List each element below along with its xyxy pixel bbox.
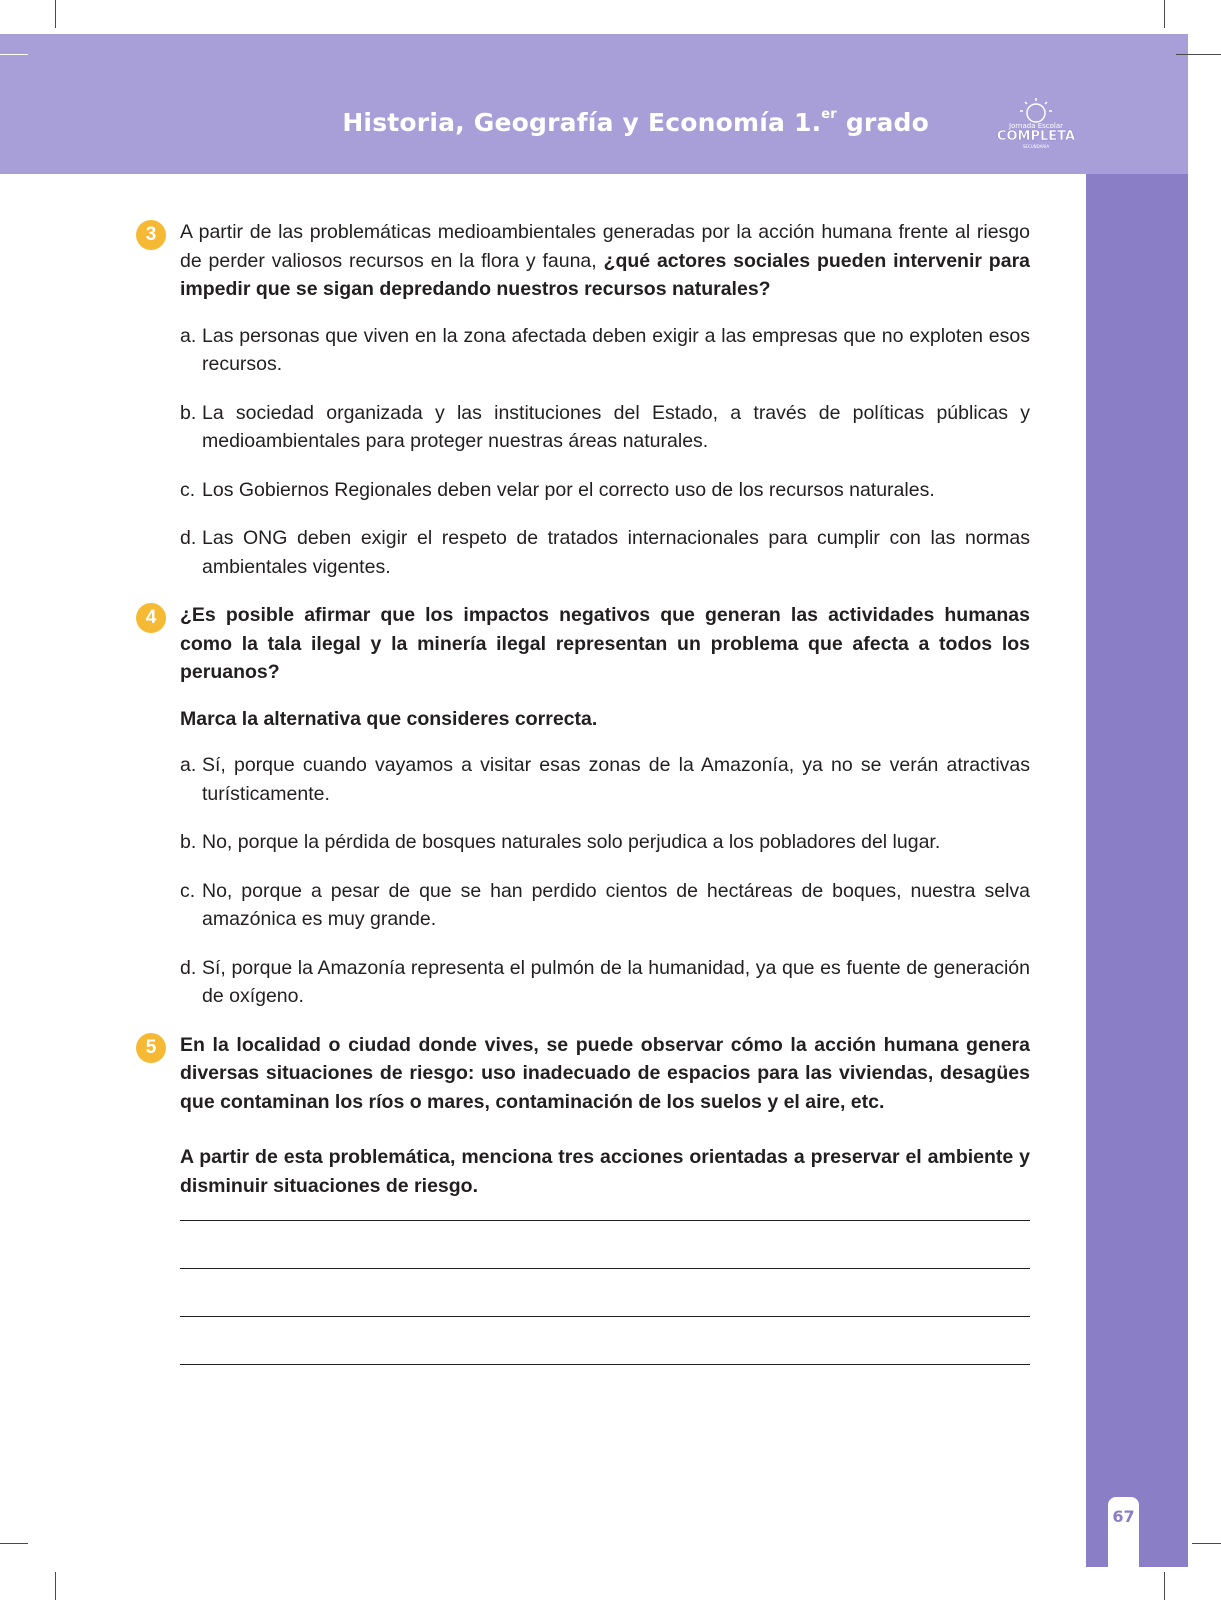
logo-text-bottom: SECUNDARIA [1022,144,1050,149]
option-a[interactable]: a. Sí, porque cuando vayamos a visitar esas zonas de la Amazonía, ya no se verán atractivas turísticamente. [180,754,1030,805]
question-instruction: A partir de esta problemática, menciona tres acciones orientadas a preservar el ambiente y disminuir situaciones de riesgo. [180,1146,1030,1197]
question-number-badge: 4 [136,603,166,633]
question-3 [145,218,1030,581]
logo-text-top: Jornada Escolar [1008,122,1064,130]
option-c[interactable]: c. Los Gobiernos Regionales deben velar por el correcto uso de los recursos naturales. [180,478,935,501]
question-5 [145,1031,1030,1366]
option-d[interactable]: d. Las ONG deben exigir el respeto de tratados internacionales para cumplir con las normas ambientales vigentes. [180,527,1030,578]
question-number-badge: 3 [136,220,166,250]
answer-line[interactable] [180,1268,1030,1269]
crop-mark [1176,54,1221,55]
option-d[interactable]: d. Sí, porque la Amazonía representa el pulmón de la humanidad, ya que es fuente de generación de oxígeno. [180,956,1030,1007]
question-text: ¿Es posible afirmar que los impactos negativos que generan las actividades humanas como la tala ilegal y la minería ilegal representan un problema que afecta a todos los peruanos? [180,604,1030,683]
question-instruction: Marca la alternativa que consideres correcta. [180,707,598,730]
page-number: 67 [1108,1497,1139,1567]
answer-line[interactable] [180,1316,1030,1317]
answer-line[interactable] [180,1364,1030,1365]
worksheet-content [145,218,1030,1412]
answer-lines[interactable] [180,1220,1030,1365]
option-a[interactable]: a. Las personas que viven en la zona afectada deben exigir a las empresas que no exploten esos recursos. [180,324,1030,375]
logo-text-main: COMPLETA [996,129,1076,144]
header-rule [0,54,28,55]
crop-mark [0,1543,28,1544]
crop-mark [1192,1543,1221,1544]
crop-mark [55,0,56,28]
option-b[interactable]: b. La sociedad organizada y las instituciones del Estado, a través de políticas públicas y medioambientales para proteger nuestras áreas naturales. [180,401,1030,452]
question-number-badge: 5 [136,1033,166,1063]
side-bar [1086,174,1188,1567]
option-c[interactable]: c. No, porque a pesar de que se han perdido cientos de hectáreas de boques, nuestra selva amazónica es muy grande. [180,879,1030,930]
option-b[interactable]: b. No, porque la pérdida de bosques naturales solo perjudica a los pobladores del lugar. [180,831,941,853]
crop-mark [55,1572,56,1600]
question-4 [145,601,1030,1011]
answer-line[interactable] [180,1220,1030,1221]
crop-mark [1164,1572,1165,1600]
jornada-escolar-logo [996,96,1076,156]
page-title: Historia, Geografía y Economía 1.$^{er}$ grado [342,106,929,137]
question-text: A partir de las problemáticas medioambientales generadas por la acción humana frente al riesgo de perder valiosos recursos en la flora y fauna, ¿qué actores sociales pueden intervenir para impedir que se sigan depredando nuestros recursos naturales? [180,221,1030,300]
crop-mark [1164,0,1165,28]
question-text: En la localidad o ciudad donde vives, se puede observar cómo la acción humana genera diversas situaciones de riesgo: uso inadecuado de espacios para las viviendas, desagües que contaminan los ríos o mares, contaminación de los suelos y el aire, etc. [180,1033,1030,1113]
